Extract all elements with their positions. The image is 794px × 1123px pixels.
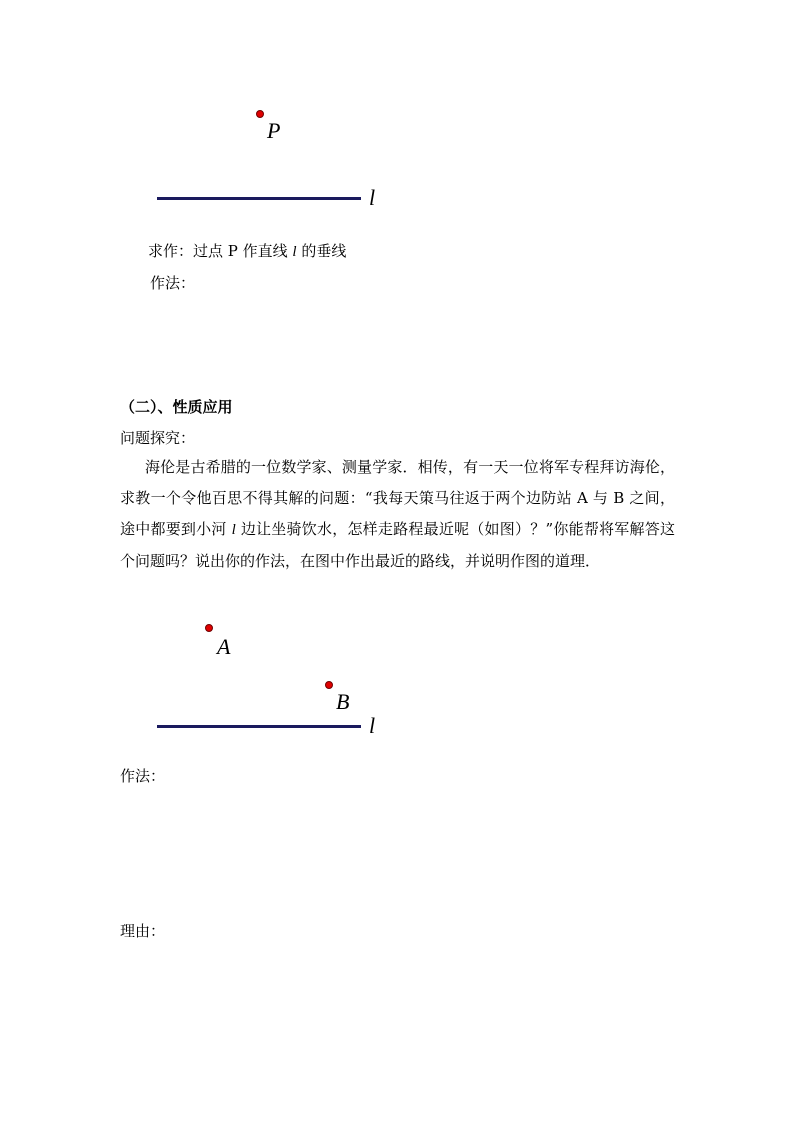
point-a-dot — [205, 624, 213, 632]
section-subheading: 问题探究： — [120, 429, 196, 447]
construction-prompt-prefix: 求作：过点 P 作直线 — [148, 242, 293, 260]
line-l-label-figure2: l — [369, 713, 376, 738]
problem-text-part1: 海伦是古希腊的一位数学家、测量学家．相传，有一天一位将军专程拜访海伦，求教一个令他百思不得其解的问题：“我每天策马往返于两个边防站 A 与 B 之间，途中都要到小河 — [120, 458, 675, 538]
construction-prompt-suffix: 的垂线 — [296, 242, 347, 260]
point-b-label: B — [336, 689, 350, 714]
point-a-label: A — [217, 634, 231, 659]
point-b-dot — [325, 681, 333, 689]
problem-paragraph — [120, 452, 675, 577]
line-l-figure2 — [157, 725, 361, 728]
line-l-figure1 — [157, 197, 361, 200]
problem-text-var: l — [231, 522, 236, 538]
point-p-label: P — [267, 118, 281, 143]
method-label-1: 作法： — [150, 274, 196, 292]
construction-prompt — [148, 240, 346, 261]
section-heading: （二）、性质应用 — [120, 398, 233, 416]
line-l-label-figure1: l — [369, 185, 376, 210]
problem-text-part2: 边让坐骑饮水，怎样走路程最近呢（如图）？”你能帮将军解答这个问题吗？说出你的作法，在图中作出最近的路线，并说明作图的道理． — [120, 520, 675, 570]
method-label-2: 作法： — [120, 767, 166, 785]
reason-label: 理由： — [120, 922, 166, 940]
construction-prompt-var: l — [292, 244, 297, 260]
point-p-dot — [256, 110, 264, 118]
